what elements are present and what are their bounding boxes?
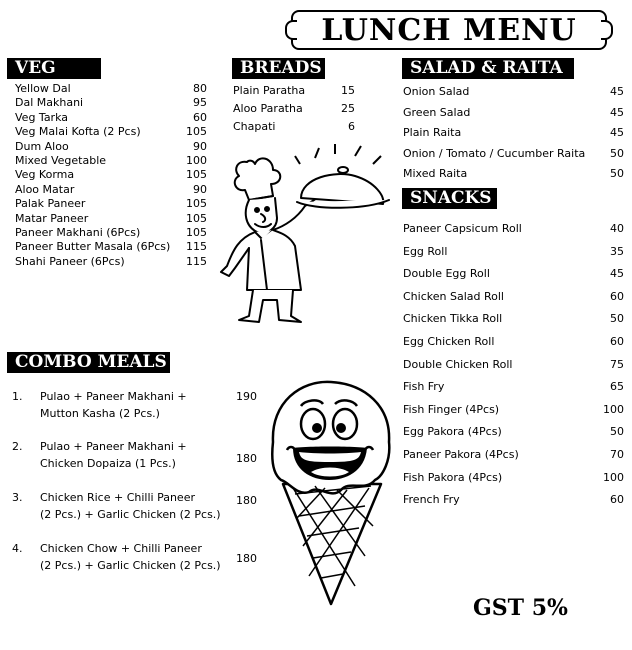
salad-header: SALAD & RAITA bbox=[402, 58, 574, 79]
combo-list bbox=[12, 388, 262, 578]
item-name: Fish Pakora (4Pcs) bbox=[403, 470, 503, 484]
combo-price: 190 bbox=[236, 390, 257, 403]
item-price: 90 bbox=[193, 182, 207, 196]
item-price: 105 bbox=[186, 168, 207, 182]
combo-description bbox=[40, 388, 230, 422]
combo-line-2: Mutton Kasha (2 Pcs.) bbox=[40, 407, 160, 420]
item-name: Green Salad bbox=[403, 105, 471, 119]
item-price: 105 bbox=[186, 197, 207, 211]
item-name: Egg Pakora (4Pcs) bbox=[403, 425, 502, 439]
combo-line-1: Chicken Rice + Chilli Paneer bbox=[40, 491, 195, 504]
item-price: 45 bbox=[610, 105, 624, 119]
item-name: Fish Finger (4Pcs) bbox=[403, 402, 500, 416]
gst-note: GST 5% bbox=[473, 595, 568, 621]
menu-item bbox=[233, 118, 355, 136]
item-name: Onion Salad bbox=[403, 85, 470, 98]
combo-line-1: Chicken Chow + Chilli Paneer bbox=[40, 542, 202, 555]
item-name: Mixed Vegetable bbox=[15, 154, 107, 168]
item-name: Egg Chicken Roll bbox=[403, 334, 495, 348]
combo-line-2: (2 Pcs.) + Garlic Chicken (2 Pcs.) bbox=[40, 508, 221, 521]
item-name: Matar Paneer bbox=[15, 211, 89, 225]
menu-item bbox=[403, 399, 624, 422]
item-price: 60 bbox=[610, 289, 624, 303]
snacks-header: SNACKS bbox=[402, 188, 497, 209]
combo-header: COMBO MEALS bbox=[7, 352, 170, 373]
combo-price: 180 bbox=[236, 552, 257, 565]
menu-item bbox=[15, 96, 207, 110]
item-name: Dum Aloo bbox=[15, 139, 69, 153]
menu-item bbox=[403, 467, 624, 490]
item-name: Dal Makhani bbox=[15, 96, 84, 110]
item-price: 35 bbox=[610, 244, 624, 258]
item-price: 105 bbox=[186, 211, 207, 225]
combo-number: 1. bbox=[12, 390, 23, 403]
menu-item bbox=[15, 154, 207, 168]
item-price: 45 bbox=[610, 126, 624, 139]
item-price: 50 bbox=[610, 167, 624, 180]
item-name: Paneer Butter Masala (6Pcs) bbox=[15, 240, 171, 254]
menu-item bbox=[403, 421, 624, 444]
item-price: 115 bbox=[186, 240, 207, 254]
combo-price: 180 bbox=[236, 452, 257, 465]
menu-item bbox=[15, 82, 207, 96]
menu-item bbox=[15, 212, 207, 226]
menu-item bbox=[403, 444, 624, 467]
combo-line-1: Pulao + Paneer Makhani + bbox=[40, 440, 187, 453]
menu-item bbox=[403, 164, 624, 185]
combo-line-1: Pulao + Paneer Makhani + bbox=[40, 390, 187, 403]
page-title: LUNCH MENU bbox=[291, 10, 607, 50]
item-price: 15 bbox=[341, 84, 355, 97]
menu-item bbox=[403, 286, 624, 309]
item-name: Paneer Pakora (4Pcs) bbox=[403, 447, 519, 461]
item-name: Chicken Salad Roll bbox=[403, 289, 504, 303]
item-price: 100 bbox=[603, 402, 624, 416]
combo-price: 180 bbox=[236, 494, 257, 507]
item-price: 45 bbox=[610, 267, 624, 281]
breads-list bbox=[233, 82, 355, 136]
item-price: 80 bbox=[193, 82, 207, 95]
snacks-list bbox=[403, 218, 624, 512]
item-price: 60 bbox=[610, 493, 624, 507]
item-price: 100 bbox=[603, 470, 624, 484]
menu-item bbox=[403, 103, 624, 124]
item-price: 100 bbox=[186, 154, 207, 168]
item-name: Veg Malai Kofta (2 Pcs) bbox=[15, 125, 141, 139]
menu-item bbox=[403, 144, 624, 165]
menu-item bbox=[403, 263, 624, 286]
combo-number: 4. bbox=[12, 542, 23, 555]
menu-item bbox=[403, 376, 624, 399]
menu-item bbox=[15, 226, 207, 240]
menu-item bbox=[233, 82, 355, 100]
combo-description bbox=[40, 540, 230, 574]
combo-line-2: (2 Pcs.) + Garlic Chicken (2 Pcs.) bbox=[40, 559, 221, 572]
item-price: 105 bbox=[186, 226, 207, 240]
item-price: 50 bbox=[610, 425, 624, 439]
item-price: 115 bbox=[186, 254, 207, 268]
combo-line-2: Chicken Dopaiza (1 Pcs.) bbox=[40, 457, 176, 470]
menu-item bbox=[403, 331, 624, 354]
menu-item bbox=[403, 123, 624, 144]
item-name: Plain Paratha bbox=[233, 84, 306, 97]
item-name: Paneer Makhani (6Pcs) bbox=[15, 226, 141, 240]
menu-item bbox=[403, 82, 624, 103]
item-name: Mixed Raita bbox=[403, 167, 468, 180]
item-price: 70 bbox=[610, 447, 624, 461]
breads-header: BREADS bbox=[232, 58, 325, 79]
menu-item bbox=[15, 168, 207, 182]
item-name: Paneer Capsicum Roll bbox=[403, 222, 522, 235]
menu-item bbox=[15, 125, 207, 139]
item-name: Chapati bbox=[233, 120, 276, 133]
item-price: 45 bbox=[610, 85, 624, 98]
menu-item bbox=[15, 183, 207, 197]
item-name: Yellow Dal bbox=[15, 82, 71, 95]
item-price: 90 bbox=[193, 139, 207, 153]
item-name: Plain Raita bbox=[403, 126, 462, 139]
item-name: Chicken Tikka Roll bbox=[403, 312, 503, 326]
chef-icon bbox=[205, 140, 395, 332]
veg-list bbox=[15, 82, 207, 269]
menu-item bbox=[15, 240, 207, 254]
item-name: Palak Paneer bbox=[15, 197, 86, 211]
combo-number: 3. bbox=[12, 491, 23, 504]
item-price: 6 bbox=[348, 120, 355, 133]
veg-header: VEG bbox=[7, 58, 101, 79]
menu-item bbox=[15, 255, 207, 269]
item-name: Veg Tarka bbox=[15, 110, 68, 124]
salad-list bbox=[403, 82, 624, 185]
menu-item bbox=[15, 111, 207, 125]
item-name: Egg Roll bbox=[403, 244, 448, 258]
item-price: 65 bbox=[610, 380, 624, 394]
item-name: Fish Fry bbox=[403, 380, 445, 394]
item-price: 25 bbox=[341, 102, 355, 115]
item-price: 75 bbox=[610, 357, 624, 371]
item-name: Aloo Matar bbox=[15, 182, 75, 196]
combo-description bbox=[40, 489, 230, 523]
item-price: 95 bbox=[193, 96, 207, 110]
item-name: Double Egg Roll bbox=[403, 267, 490, 281]
menu-item bbox=[403, 218, 624, 241]
combo-description bbox=[40, 438, 230, 472]
combo-number: 2. bbox=[12, 440, 23, 453]
menu-item bbox=[403, 354, 624, 377]
item-name: Veg Korma bbox=[15, 168, 75, 182]
ice-cream-icon bbox=[265, 376, 397, 608]
menu-item bbox=[403, 308, 624, 331]
item-price: 40 bbox=[610, 222, 624, 235]
item-price: 105 bbox=[186, 125, 207, 139]
menu-item bbox=[233, 100, 355, 118]
item-name: Aloo Paratha bbox=[233, 102, 303, 115]
item-name: Shahi Paneer (6Pcs) bbox=[15, 254, 125, 268]
menu-item bbox=[403, 489, 624, 512]
menu-item bbox=[403, 241, 624, 264]
menu-item bbox=[15, 197, 207, 211]
item-name: French Fry bbox=[403, 493, 460, 507]
item-price: 60 bbox=[193, 110, 207, 124]
item-name: Double Chicken Roll bbox=[403, 357, 513, 371]
item-price: 50 bbox=[610, 146, 624, 160]
menu-item bbox=[15, 140, 207, 154]
item-name: Onion / Tomato / Cucumber Raita bbox=[403, 146, 586, 160]
item-price: 60 bbox=[610, 334, 624, 348]
item-price: 50 bbox=[610, 312, 624, 326]
